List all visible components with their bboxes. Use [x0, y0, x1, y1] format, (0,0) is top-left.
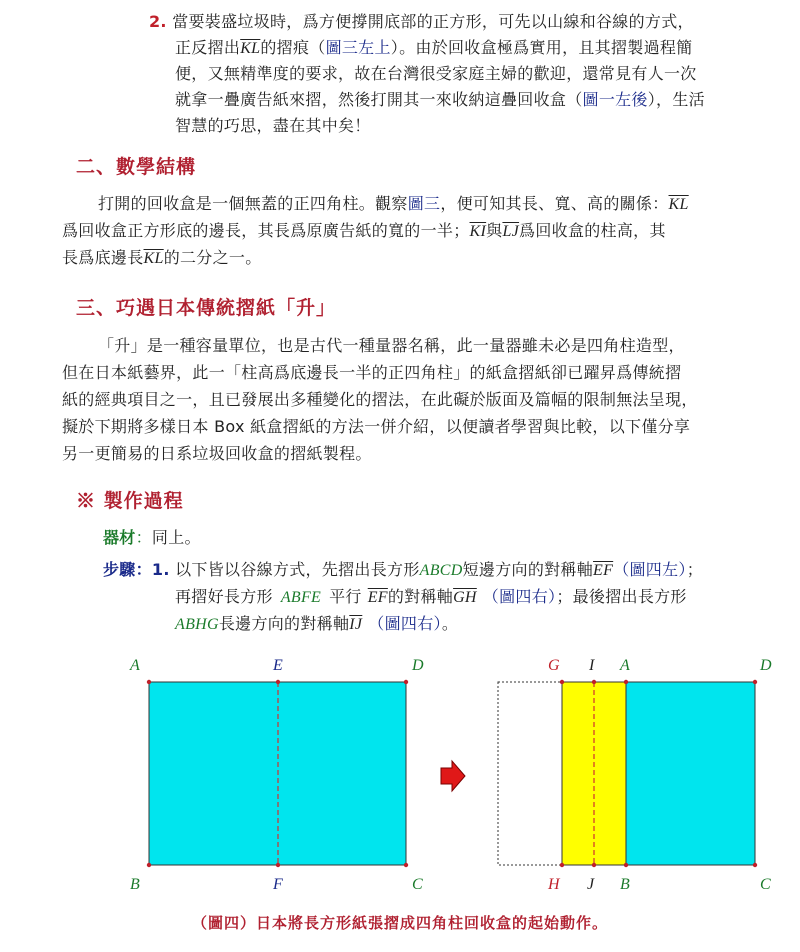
text-fragment: 正反摺出 — [175, 38, 241, 57]
text-fragment: 的對稱軸 — [387, 587, 454, 606]
label-b: B — [620, 876, 630, 893]
rect-abcd: ABCD — [419, 562, 463, 579]
materials-label: 器材 — [103, 528, 136, 547]
japan-line-4: 擬於下期將多樣日本 Box 紙盒摺紙的方法一併介紹，以便讀者學習與比較，以下僅分享 — [62, 417, 691, 436]
figure-4-diagram — [0, 648, 800, 898]
text-fragment: ）。由於回收盒極爲實用，且其摺製過程簡 — [390, 38, 693, 57]
materials-line — [103, 526, 201, 550]
label-a: A — [130, 657, 140, 674]
segment-ki: $\overline{KI}$ — [469, 223, 487, 240]
label-c: C — [412, 876, 423, 893]
japan-line-3: 紙的經典項目之一，且已發展出多種變化的摺法，在此礙於版面及篇幅的限制無法呈現， — [62, 390, 698, 409]
step-line-2 — [175, 585, 687, 610]
label-c: C — [760, 876, 771, 893]
step-line-3 — [175, 612, 458, 637]
vertex-point — [592, 863, 596, 867]
step-number: ：1. — [135, 560, 170, 579]
text-fragment: 。 — [441, 614, 459, 633]
item-2-line-1 — [149, 10, 694, 34]
japan-line-1: 「升」是一種容量單位，也是古代一種量器名稱，此一量器雖未必是四角柱造型， — [98, 336, 685, 355]
figure-ref-link[interactable]: 圖一左後 — [582, 90, 648, 109]
text-fragment: 再摺好長方形 — [175, 587, 273, 606]
text-fragment: ；最後摺出長方形 — [556, 587, 687, 606]
transition-arrow-icon — [441, 761, 465, 791]
vertex-point — [404, 863, 408, 867]
text-fragment: 的摺痕（ — [260, 38, 326, 57]
label-d: D — [412, 657, 424, 674]
text-fragment: ），生活 — [647, 90, 705, 109]
right-folded-diagram — [498, 657, 772, 893]
segment-kl: $\overline{KL}$ — [668, 196, 689, 213]
vertex-point — [147, 680, 151, 684]
label-e: E — [273, 657, 283, 674]
math-line-1 — [98, 192, 689, 217]
text-fragment: 爲回收盒的柱高，其 — [519, 221, 666, 240]
vertex-point — [276, 863, 280, 867]
section-heading-process: ※ 製作過程 — [76, 490, 184, 512]
section-heading-math: 二、數學結構 — [76, 156, 197, 178]
section-heading-japan: 三、巧遇日本傳統摺紙「升」 — [76, 297, 337, 319]
label-j: J — [587, 876, 595, 893]
segment-kl: $\overline{KL}$ — [240, 40, 261, 57]
item-2-line-2 — [175, 36, 692, 61]
label-b: B — [130, 876, 140, 893]
text-fragment: ； — [686, 560, 704, 579]
segment-lj: $\overline{LJ}$ — [502, 223, 520, 240]
item-2-text: 當要裝盛垃圾時，爲方便撐開底部的正方形，可先以山線和谷線的方式， — [172, 12, 694, 31]
rect-abfe: ABFE — [280, 589, 322, 606]
rect-abhg: ABHG — [175, 616, 219, 633]
label-a: A — [620, 657, 630, 674]
text-fragment: 長邊方向的對稱軸 — [218, 614, 350, 633]
vertex-point — [624, 680, 628, 684]
item-number: 2. — [149, 12, 167, 31]
text-fragment: 平行 — [329, 587, 362, 606]
vertex-point — [592, 680, 596, 684]
text-fragment: 就拿一疊廣告紙來摺，然後打開其一來收納這疊回收盒（ — [175, 90, 583, 109]
text-fragment: 長爲底邊長 — [62, 248, 144, 267]
segment-kl: $\overline{KL}$ — [143, 250, 164, 267]
left-rectangle-abcd — [129, 657, 424, 893]
vertex-point — [560, 863, 564, 867]
math-line-3 — [62, 246, 262, 271]
label-g: G — [548, 657, 560, 674]
vertex-point — [404, 680, 408, 684]
materials-text: 同上。 — [151, 528, 201, 547]
item-2-line-4 — [175, 88, 705, 112]
segment-gh: $\overline{GH}$ — [453, 589, 477, 606]
figure-ref-link[interactable]: （圖四左） — [613, 560, 687, 579]
japan-line-2: 但在日本紙藝界，此一「柱高爲底邊長一半的正四角柱」的紙盒摺紙卻已躍昇爲傳統摺 — [62, 363, 682, 382]
figure-ref-link[interactable]: 圖三 — [407, 194, 441, 213]
segment-ef: $\overline{EF}$ — [367, 589, 388, 606]
text-fragment: 爲回收盒正方形底的邊長，其長爲原廣告紙的寬的一半； — [62, 221, 470, 240]
text-fragment: 與 — [486, 221, 503, 240]
segment-ef: $\overline{EF}$ — [593, 562, 614, 579]
text-fragment: 的二分之一。 — [163, 248, 262, 267]
label-i: I — [589, 657, 595, 674]
vertex-point — [276, 680, 280, 684]
label-f: F — [273, 876, 283, 893]
math-line-2 — [62, 219, 666, 244]
text-fragment: 打開的回收盒是一個無蓋的正四角柱。觀察 — [98, 194, 408, 213]
text-fragment: ： — [135, 528, 152, 547]
steps-label: 步驟 — [103, 560, 136, 579]
label-d: D — [760, 657, 772, 674]
label-h: H — [548, 876, 560, 893]
vertex-point — [147, 863, 151, 867]
vertex-point — [753, 863, 757, 867]
figure-ref-link[interactable]: （圖四右） — [368, 614, 442, 633]
text-fragment: 以下皆以谷線方式，先摺出長方形 — [175, 560, 420, 579]
japan-line-5: 另一更簡易的日系垃圾回收盒的摺紙製程。 — [62, 444, 372, 463]
vertex-point — [753, 680, 757, 684]
figure-ref-link[interactable]: （圖四右） — [482, 587, 557, 606]
figure-ref-link[interactable]: 圖三左上 — [325, 38, 391, 57]
vertex-point — [560, 680, 564, 684]
folded-flap-outline — [498, 682, 562, 865]
segment-ij: $\overline{IJ}$ — [349, 616, 363, 633]
item-2-line-3: 便，又無精準度的要求，故在台灣很受家庭主婦的歡迎，還常見有人一次 — [175, 64, 697, 83]
text-fragment: ，便可知其長、寬、高的關係： — [440, 194, 669, 213]
cyan-paper — [626, 682, 755, 865]
vertex-point — [624, 863, 628, 867]
figure-4-caption: （圖四）日本將長方形紙張摺成四角柱回收盒的起始動作。 — [191, 914, 608, 932]
item-2-line-5: 智慧的巧思，盡在其中矣！ — [175, 116, 371, 135]
step-line-1 — [103, 558, 703, 583]
text-fragment: 短邊方向的對稱軸 — [462, 560, 594, 579]
